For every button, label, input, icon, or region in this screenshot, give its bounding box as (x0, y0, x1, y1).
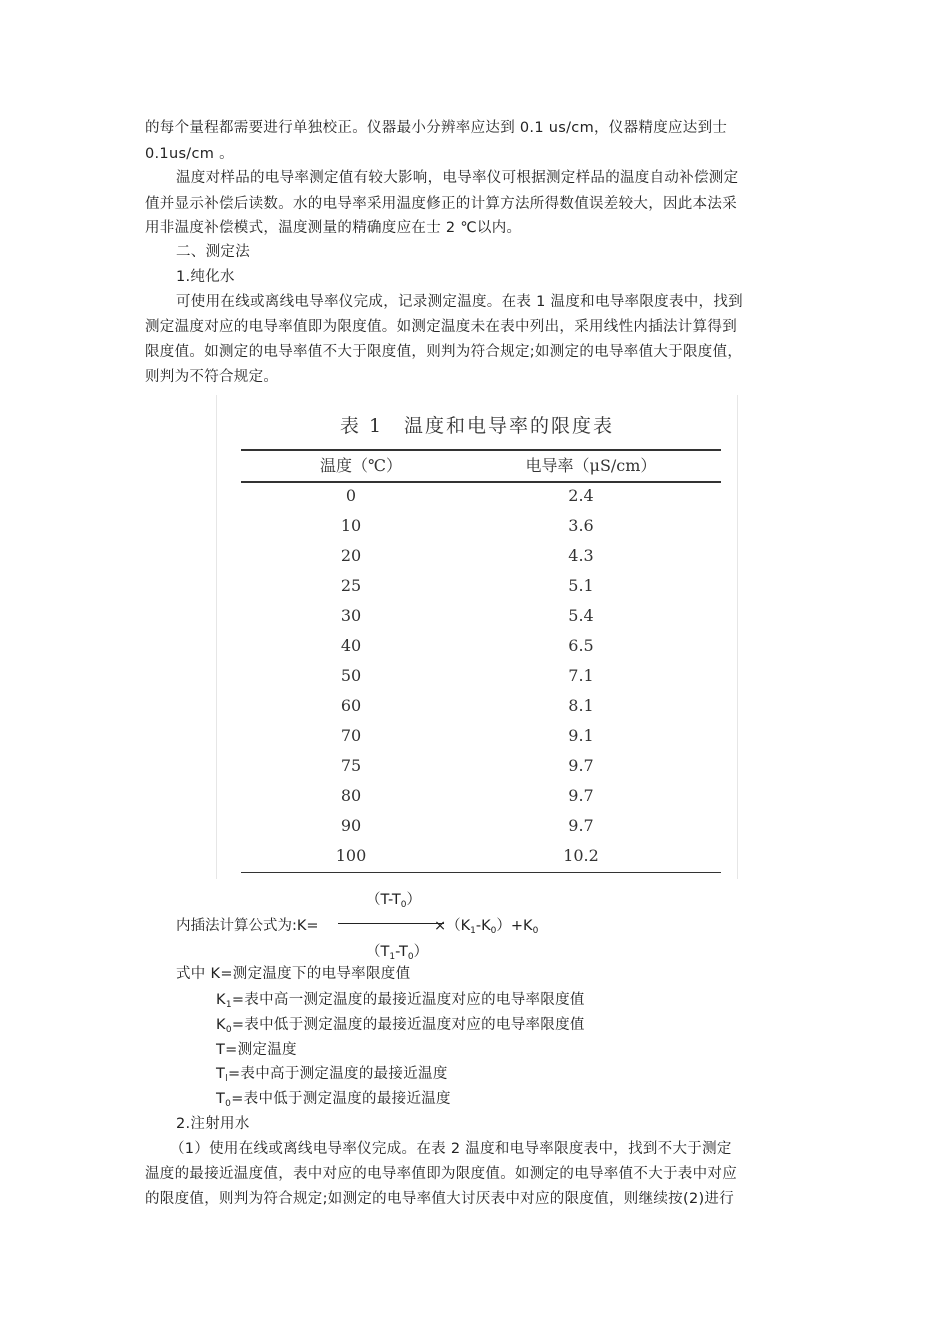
symbol-subscript: 1 (225, 1000, 232, 1010)
formula-text: （T-T (366, 892, 401, 908)
table-cell-conductivity: 9.7 (568, 756, 594, 775)
table-cell-conductivity: 3.6 (568, 516, 594, 535)
formula-denominator (366, 940, 428, 962)
table-row (217, 756, 737, 786)
symbol: K (216, 992, 226, 1008)
table-cell-conductivity: 2.4 (568, 486, 594, 505)
symbol: T (216, 1091, 226, 1107)
formula-numerator (366, 888, 421, 910)
formula-subscript: 0 (532, 926, 539, 936)
table-cell-conductivity: 9.1 (568, 726, 594, 745)
formula-subscript: 1 (389, 952, 396, 962)
table-row (217, 726, 737, 756)
table-title: 表 1 温度和电导率的限度表 (339, 415, 615, 437)
table-cell-conductivity: 4.3 (568, 546, 594, 565)
table-row (217, 696, 737, 726)
table-row (217, 636, 737, 666)
paragraph-line: 测定温度对应的电导率值即为限度值。如测定温度未在表中列出，采用线性内插法计算得到 (145, 319, 737, 335)
paragraph-line: 则判为不符合规定。 (145, 369, 279, 385)
table-cell-conductivity: 10.2 (563, 846, 599, 865)
formula-subscript: 0 (400, 900, 407, 910)
table-cell-temperature: 30 (340, 606, 362, 625)
table-cell-temperature: 70 (340, 726, 362, 745)
paragraph-line: 温度对样品的电导率测定值有较大影响，电导率仪可根据测定样品的温度自动补偿测定 (176, 170, 739, 186)
table-cell-conductivity: 6.5 (568, 636, 594, 655)
paragraph-line: 可使用在线或离线电导率仪完成，记录测定温度。在表 1 温度和电导率限度表中，找到 (176, 294, 743, 310)
table-cell-conductivity: 8.1 (568, 696, 594, 715)
table-cell-temperature: 100 (335, 846, 367, 865)
table-cell-temperature: 20 (340, 546, 362, 565)
table-cell-temperature: 75 (340, 756, 362, 775)
symbol-subscript: l (225, 1074, 228, 1084)
paragraph-line: 温度的最接近温度值，表中对应的电导率值即为限度值。如测定的电导率值不大于表中对应 (145, 1166, 737, 1182)
table-row (217, 666, 737, 696)
table-header-rule (241, 481, 721, 483)
definition-text: =表中低于测定温度的最接近温度 (231, 1091, 451, 1107)
subsection-heading: 2.注射用水 (176, 1116, 250, 1132)
table-cell-conductivity: 5.4 (568, 606, 594, 625)
formula-text: ） (413, 944, 429, 960)
definition-text: =表中高于测定温度的最接近温度 (227, 1066, 448, 1082)
table-row (217, 576, 737, 606)
formula-text: ） (406, 892, 422, 908)
table-row (217, 546, 737, 576)
section-heading: 二、测定法 (176, 244, 250, 260)
paragraph-line: 限度值。如测定的电导率值不大于限度值，则判为符合规定;如测定的电导率值大于限度值， (145, 344, 743, 360)
interpolation-formula (176, 888, 776, 966)
table-header-temperature: 温度（℃） (320, 456, 402, 475)
definition-text: =表中低于测定温度的最接近温度对应的电导率限度值 (231, 1017, 585, 1033)
paragraph-line: （1）使用在线或离线电导率仪完成。在表 2 温度和电导率限度表中，找到不大于测定 (170, 1141, 732, 1157)
formula-text: ）+K (496, 918, 533, 934)
table-row (217, 816, 737, 846)
table-cell-conductivity: 9.7 (568, 786, 594, 805)
formula-text: -K (475, 918, 491, 934)
table-row (217, 606, 737, 636)
formula-subscript: 0 (490, 926, 497, 936)
subsection-heading: 1.纯化水 (176, 269, 235, 285)
symbol: T (216, 1066, 226, 1082)
table-header-conductivity: 电导率（μS/cm） (525, 456, 657, 475)
formula-text: （T (366, 944, 390, 960)
formula-text: -T (395, 944, 408, 960)
formula-subscript: 1 (470, 926, 476, 936)
table-top-rule (241, 449, 721, 451)
table-cell-conductivity: 7.1 (568, 666, 594, 685)
definition-t: T=测定温度 (216, 1042, 297, 1058)
formula-label: 内插法计算公式为:K= (176, 918, 319, 934)
paragraph-line: 0.1us/cm 。 (145, 146, 234, 162)
symbol: K (216, 1017, 226, 1033)
symbol-subscript: 0 (225, 1099, 232, 1109)
table-cell-temperature: 50 (340, 666, 362, 685)
paragraph-line: 值并显示补偿后读数。水的电导率采用温度修正的计算方法所得数值误差较大，因此本法采 (145, 196, 737, 212)
table-cell-temperature: 80 (340, 786, 362, 805)
table-cell-temperature: 90 (340, 816, 362, 835)
table-cell-temperature: 40 (340, 636, 362, 655)
table-cell-conductivity: 5.1 (568, 576, 594, 595)
formula-text: ×（K (434, 918, 471, 934)
table-cell-temperature: 0 (345, 486, 357, 505)
definition-intro: 式中 K=测定温度下的电导率限度值 (176, 966, 411, 982)
table-cell-temperature: 60 (340, 696, 362, 715)
table-bottom-rule (241, 872, 721, 873)
paragraph-line: 用非温度补偿模式，温度测量的精确度应在士 2 ℃以内。 (145, 220, 522, 236)
table-row (217, 516, 737, 546)
definition-t0 (216, 1087, 451, 1116)
paragraph-line: 的限度值，则判为符合规定;如测定的电导率值大讨厌表中对应的限度值，则继续按(2)进行 (145, 1191, 735, 1207)
table-row (217, 486, 737, 516)
definition-text: =表中高一测定温度的最接近温度对应的电导率限度值 (231, 992, 585, 1008)
formula-tail (434, 914, 538, 936)
table-row (217, 786, 737, 816)
limit-table (216, 395, 738, 879)
paragraph-line: 的每个量程都需要进行单独校正。仪器最小分辨率应达到 0.1 us/cm，仪器精度应达到士 (145, 120, 728, 136)
table-cell-temperature: 25 (340, 576, 362, 595)
table-cell-conductivity: 9.7 (568, 816, 594, 835)
table-cell-temperature: 10 (340, 516, 362, 535)
formula-subscript: 0 (407, 952, 414, 962)
symbol-subscript: 0 (225, 1025, 232, 1035)
fraction-bar (338, 923, 444, 924)
